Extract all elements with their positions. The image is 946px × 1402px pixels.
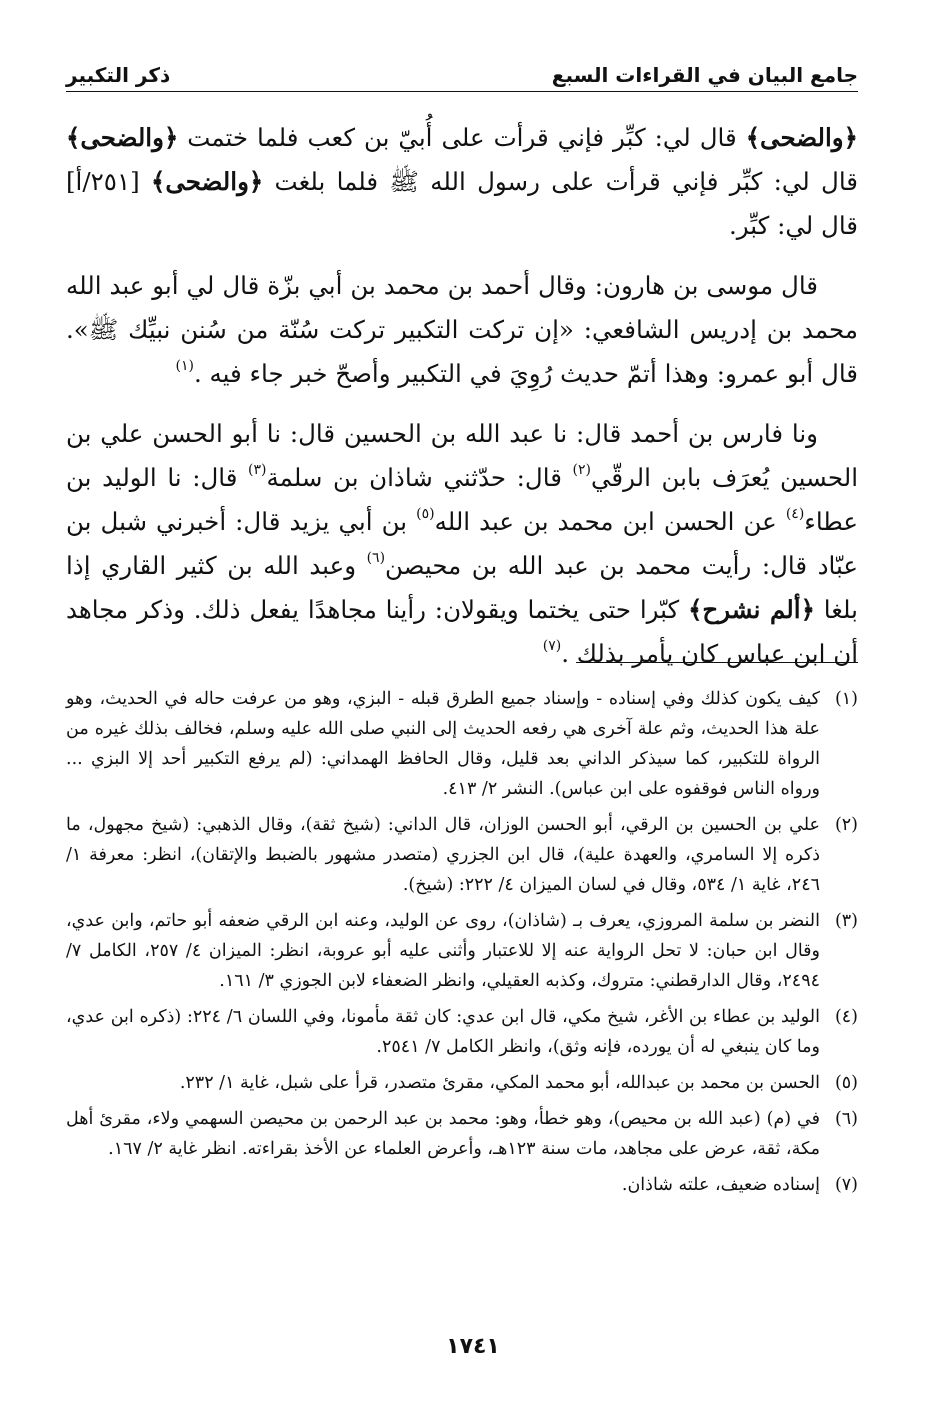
book-title: جامع البيان في القراءات السبع [551,63,858,87]
footnote [66,906,858,996]
footnote-text: الحسن بن محمد بن عبدالله، أبو محمد المكي، مقرئ متصدر، قرأ على شبل، غاية ١/ ٢٣٢. [179,1073,820,1093]
footnote-ref: (٦) [366,550,386,566]
page-number: ١٧٤١ [446,1334,500,1359]
footnote [66,1104,858,1164]
text-run: قال: نا الوليد بن عطاء [66,463,858,536]
text-run: بن أبي يزيد قال: أخبرني شبل بن عبّاد قال: رأيت محمد بن عبد الله بن محيصن [66,507,859,580]
footnote-number: (٦) [834,1109,858,1129]
footnote-text: إسناده ضعيف، علته شاذان. [621,1175,820,1195]
text-run: قال موسى بن هارون: وقال أحمد بن محمد بن أبي بزّة قال لي أبو عبد الله محمد بن إدريس الشافعي: «إن تركت التكبير تركت سُنّة من سُنن نبيِّك ﷺ». قال أبو عمرو: وهذا أتمّ حديث رُوِيَ في التكبير وأصحّ خبر جاء فيه . [66,271,858,388]
footnotes [66,684,858,1206]
text-run: قال: حدّثني شاذان بن سلمة [266,463,573,492]
footnote-ref: (١) [175,358,194,374]
footnote-separator [576,662,858,663]
footnote-ref: (٢) [572,462,591,478]
quran-ref: ﴿والضحى﴾ [745,123,858,152]
text-run: قال لي: كبِّر فإني قرأت على رسول الله ﷺ فلما بلغت [263,167,858,196]
footnote [66,1002,858,1062]
quran-ref: ﴿والضحى﴾ [66,123,179,152]
paragraph-2 [66,264,858,396]
quran-ref: ﴿ألم نشرح﴾ [688,595,815,624]
text-run: كبّرا حتى يختما ويقولان: رأينا مجاهدًا يفعل ذلك. وذكر مجاهد أن ابن عباس كان يأمر بذلك . [66,595,858,668]
footnote [66,810,858,900]
footnote-number: (٥) [834,1073,858,1093]
footnote-ref: (٤) [785,506,805,522]
footnote-text: علي بن الحسين بن الرقي، أبو الحسن الوزان، قال الداني: (شيخ ثقة)، وقال الذهبي: (شيخ مجهول، ما ذكره إلا السامري، والعهدة علية)، قال ابن الجزري (متصدر مشهور بالضبط والإتقان)، انظر: معرفة ١/ ٢٤٦، غاية ١/ ٥٣٤، وقال في لسان الميزان ٤/ ٢٢٢: (شيخ). [66,815,820,895]
footnote-ref: (٧) [542,638,562,654]
section-title: ذكر التكبير [66,63,171,87]
footnote-number: (٧) [834,1175,858,1195]
footnote-text: في (م) (عبد الله بن محيص)، وهو خطأ، وهو: محمد بن عبد الرحمن بن محيصن السهمي ولاء، مقرئ أهل مكة، ثقة، عرض على مجاهد، مات سنة ١٢٣هـ، وأعرض العلماء عن الأخذ بقراءته. انظر غاية ٢/ ١٦٧. [66,1109,820,1159]
quran-ref: ﴿والضحى﴾ [150,167,264,196]
footnote [66,1170,858,1200]
footnote [66,1068,858,1098]
footnote-text: كيف يكون كذلك وفي إسناده - وإسناد جميع الطرق قبله - البزي، وهو من عرفت حاله في الحديث، وهو علة هذا الحديث، وثم علة آخرى هي رفعه الحديث إلى النبي صلى الله عليه وسلم، فخالف بذلك غيره من الرواة للتكبير، كما سيذكر الداني بعد قليل، وقال الحافظ الهمداني: (لم يرفع التكبير أحد إلا البزي ... ورواه الناس فوقفوه على ابن عباس). النشر ٢/ ٤١٣. [66,689,820,799]
paragraph-1 [66,116,858,248]
running-header [66,52,858,92]
footnote-ref: (٥) [416,506,435,522]
footnote-number: (٤) [834,1007,858,1027]
paragraph-3 [66,412,858,676]
text-run: [٢٥١/أ] قال لي: كبِّر. [66,167,858,240]
footnote-text: الوليد بن عطاء بن الأغر، شيخ مكي، قال ابن عدي: كان ثقة مأمونا، وفي اللسان ٦/ ٢٢٤: (ذكره ابن عدي، وما كان ينبغي له أن يورده، فإنه وثق)، وانظر الكامل ٧/ ٢٥٤١. [66,1007,820,1057]
text-run: عن الحسن ابن محمد بن عبد الله [434,507,786,536]
main-text [66,116,858,692]
footnote [66,684,858,804]
text-run: قال لي: كبِّر فإني قرأت على أُبيّ بن كعب فلما ختمت [178,123,746,152]
footnote-number: (٣) [834,911,858,931]
footnote-number: (٢) [834,815,858,835]
footnote-text: النضر بن سلمة المروزي، يعرف بـ (شاذان)، روى عن الوليد، وعنه ابن الرقي ضعفه أبو حاتم، وابن عدي، وقال ابن حبان: لا تحل الرواية عنه إلا للاعتبار وأثنى عليه أبو عروبة، انظر: الميزان ٤/ ٢٥٧، الكامل ٧/ ٢٤٩٤، وقال الدارقطني: متروك، وكذبه العقيلي، وانظر الضعفاء لابن الجوزي ٣/ ١٦١. [66,911,820,991]
footnote-ref: (٣) [248,462,267,478]
text-run: وعبد الله بن كثير القاري إذا بلغا [66,551,858,624]
text-run: ونا فارس بن أحمد قال: نا عبد الله بن الحسين قال: نا أبو الحسن علي بن الحسين يُعرَف بابن الرقّي [66,419,859,492]
footnote-number: (١) [834,689,858,709]
